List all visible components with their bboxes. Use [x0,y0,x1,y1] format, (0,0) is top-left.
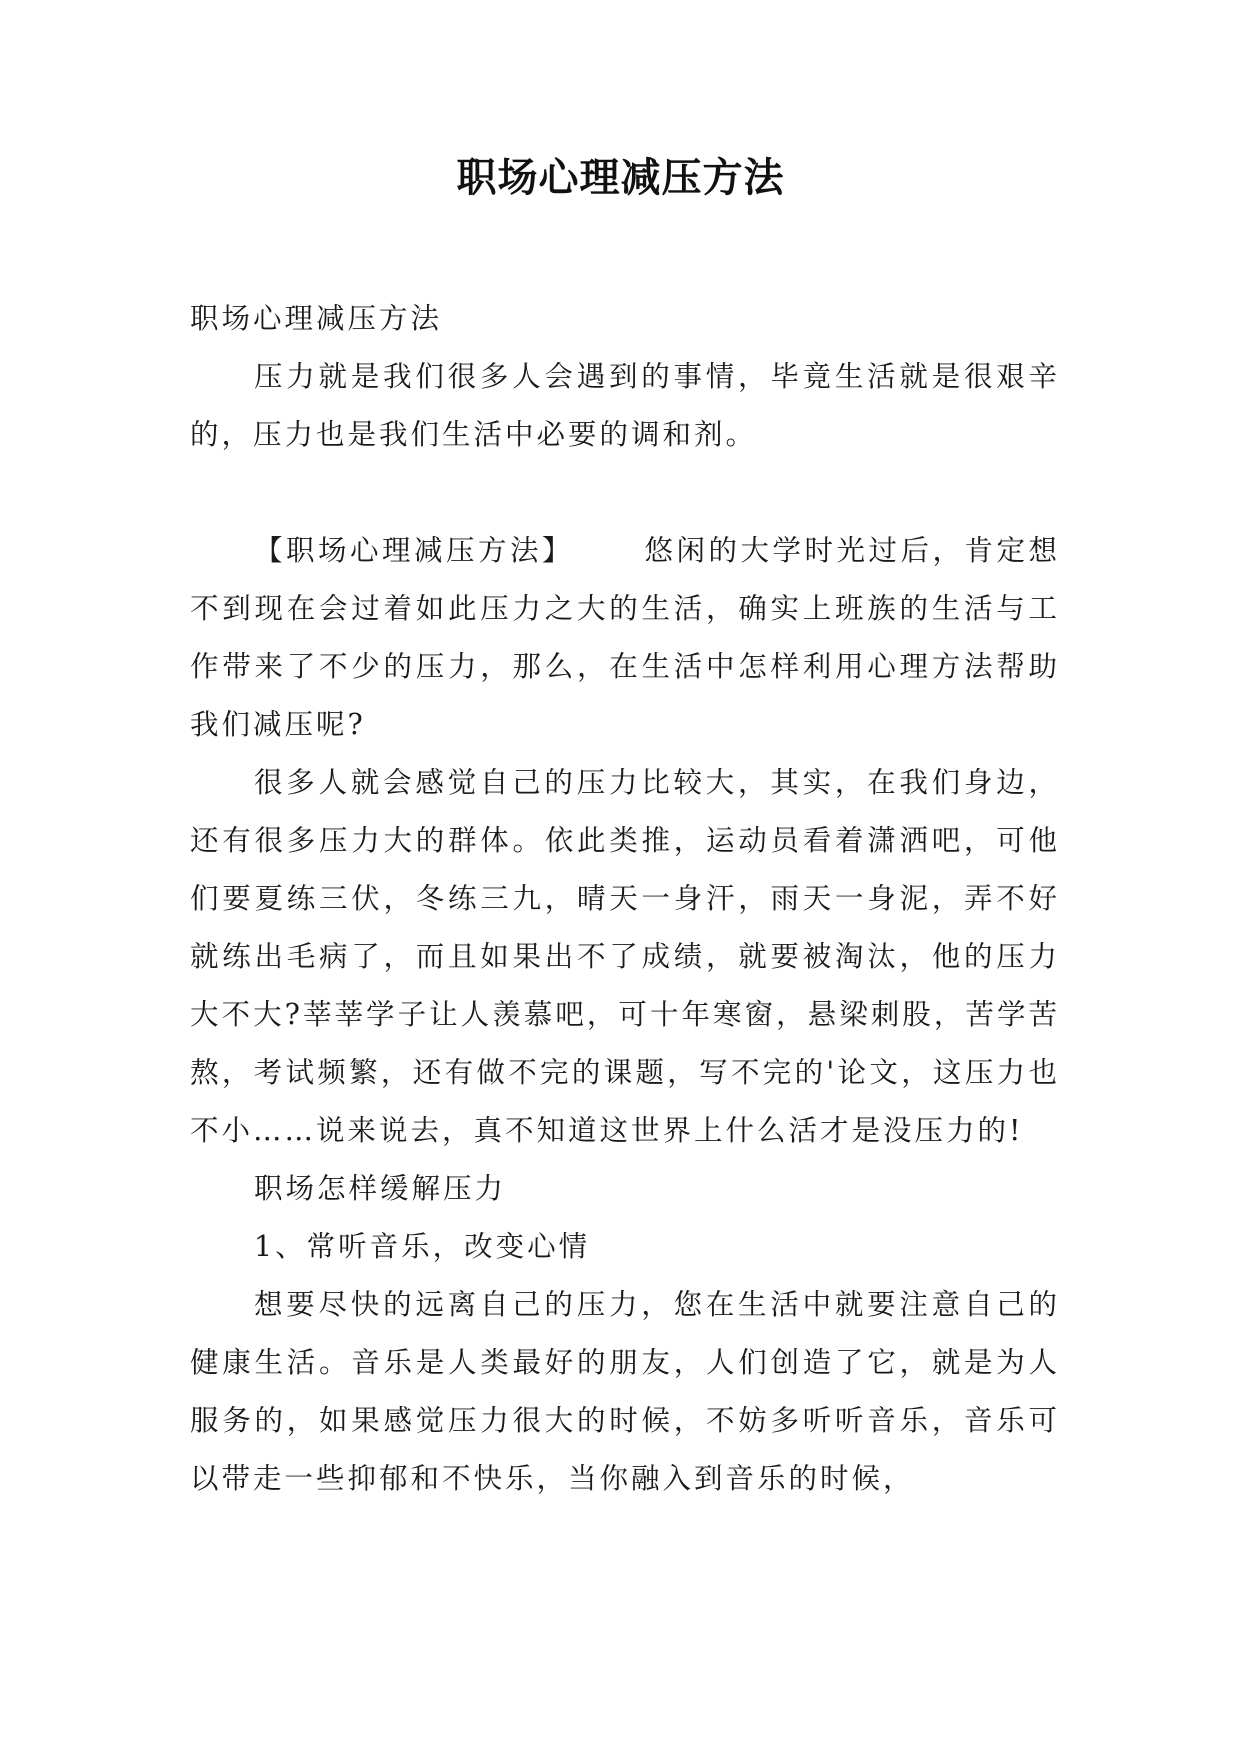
pressure-groups-paragraph: 很多人就会感觉自己的压力比较大，其实，在我们身边，还有很多压力大的群体。依此类推，运动员看着潇洒吧，可他们要夏练三伏，冬练三九，晴天一身汗，雨天一身泥，弄不好就练出毛病了，而且如果出不了成绩，就要被淘汰，他的压力大不大?莘莘学子让人羡慕吧，可十年寒窗，悬梁刺股，苦学苦熬，考试频繁，还有做不完的课题，写不完的'论文，这压力也不小……说来说去，真不知道这世界上什么活才是没压力的! [190,766,1060,1147]
document-body [190,290,1060,1508]
method-paragraph-text: 悠闲的大学时光过后，肯定想不到现在会过着如此压力之大的生活，确实上班族的生活与工作带来了不少的压力，那么，在生活中怎样利用心理方法帮助我们减压呢? [190,534,1060,741]
section-heading: 职场怎样缓解压力 [254,1172,507,1205]
bracket-label: 【职场心理减压方法】 [254,534,574,567]
list-item-1: 1、常听音乐，改变心情 [254,1230,591,1263]
document-subtitle: 职场心理减压方法 [190,302,443,335]
document-title: 职场心理减压方法 [456,154,785,201]
intro-paragraph: 压力就是我们很多人会遇到的事情，毕竟生活就是很艰辛的，压力也是我们生活中必要的调和剂。 [190,360,1060,451]
method-paragraph [190,522,1060,754]
music-paragraph: 想要尽快的远离自己的压力，您在生活中就要注意自己的健康生活。音乐是人类最好的朋友，人们创造了它，就是为人服务的，如果感觉压力很大的时候，不妨多听听音乐，音乐可以带走一些抑郁和不快乐，当你融入到音乐的时候， [190,1288,1060,1495]
